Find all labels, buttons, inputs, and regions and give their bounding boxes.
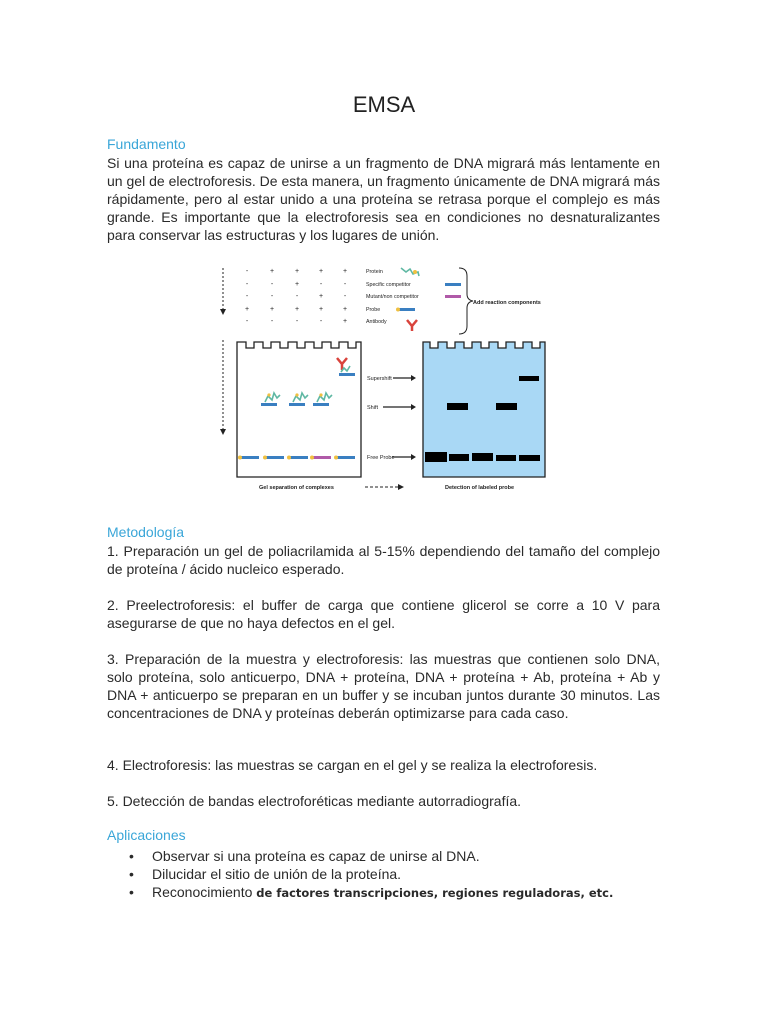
grid-symbol: - — [245, 293, 249, 300]
grid-symbol: + — [269, 268, 275, 275]
arrow-shift — [411, 404, 416, 410]
grid-symbol: + — [318, 306, 324, 313]
probe-label-dot — [238, 456, 242, 460]
step-5: 5. Detección de bandas electroforéticas mediante autorradiografía. — [107, 793, 522, 809]
grid-symbol: + — [318, 268, 324, 275]
free-probe — [290, 456, 308, 459]
band-free-3 — [472, 453, 493, 461]
arrow-supershift — [411, 375, 416, 381]
band-free-5 — [519, 455, 540, 461]
grid-symbol: + — [318, 293, 324, 300]
caption-arrow — [398, 484, 404, 490]
grid-symbol: - — [343, 293, 347, 300]
bullet-icon: • — [129, 866, 134, 882]
grid-symbol: - — [245, 318, 249, 325]
list-item-text: Reconocimiento — [152, 884, 257, 900]
probe-label-dot — [310, 456, 314, 460]
step-1: 1. Preparación un gel de poliacrilamida al 5-15% dependiendo del tamaño del complejo de proteína / ácido nucleico esperado. — [107, 543, 660, 577]
band-supershift — [519, 376, 539, 381]
grid-symbol: - — [295, 318, 299, 325]
heading-fundamento: Fundamento — [107, 136, 186, 152]
grid-symbol: - — [319, 318, 323, 325]
grid-symbol: + — [294, 306, 300, 313]
bullet-icon: • — [129, 884, 134, 900]
band-shift-2 — [496, 403, 517, 410]
brace — [459, 268, 473, 334]
grid-symbol: - — [270, 293, 274, 300]
paragraph-fundamento: Si una proteína es capaz de unirse a un fragmento de DNA migrará más lentamente en un gel de electroforesis. De esta manera, un fragmento únicamente de DNA migrará más rápidamente, pero al estar unido a una proteína se retrasa porque el complejo es más grande. Es importante que la electroforesis sea en condiciones no desnaturalizantes para conservar las estructuras y los lugares de unión. — [107, 155, 660, 243]
probe-label-dot — [334, 456, 338, 460]
component-labels — [366, 269, 419, 325]
probe-icon — [396, 308, 415, 312]
arrowhead-left — [220, 429, 226, 435]
grid-symbol: + — [342, 268, 348, 275]
probe-label-dot — [263, 456, 267, 460]
component-label: Mutant/non competitor — [366, 294, 419, 300]
grid-symbol: + — [342, 318, 348, 325]
protein-icon — [401, 268, 419, 276]
list-item — [107, 865, 667, 883]
step-3: 3. Preparación de la muestra y electroforesis: las muestras que contienen solo DNA, solo proteína, solo anticuerpo, DNA + proteína, DNA + proteína + Ab, proteína + Ab y DNA + anticuerpo se preparan en un buffer y se incuban juntos durante 30 minutos. Las concentraciones de DNA y proteínas deberán optimizarse para cada caso. — [107, 651, 660, 721]
grid-symbol: - — [343, 281, 347, 288]
heading-aplicaciones: Aplicaciones — [107, 827, 186, 843]
grid-symbol: + — [244, 306, 250, 313]
label-shift: Shift — [367, 405, 379, 411]
component-label: Specific competitor — [366, 282, 411, 288]
grid-symbol: + — [294, 281, 300, 288]
grid-symbol: + — [342, 306, 348, 313]
grid-symbol: - — [245, 281, 249, 288]
symbols-grid — [245, 268, 347, 325]
band-free-4 — [496, 455, 516, 461]
arrowhead-top — [220, 309, 226, 315]
arrow-free-probe — [411, 454, 416, 460]
grid-symbol: - — [295, 293, 299, 300]
grid-symbol: - — [245, 268, 249, 275]
band-free-1 — [425, 452, 447, 462]
step-4: 4. Electroforesis: las muestras se cargan en el gel y se realiza la electroforesis. — [107, 757, 598, 773]
grid-symbol: - — [319, 281, 323, 288]
component-label: Antibody — [366, 319, 387, 325]
list-item — [107, 883, 667, 902]
step-2: 2. Preelectroforesis: el buffer de carga que contiene glicerol se corre a 10 V para asegurarse de que no haya defectos en el gel. — [107, 597, 660, 631]
probe-label-dot — [287, 456, 291, 460]
applications-list — [107, 847, 667, 902]
component-label: Protein — [366, 269, 383, 275]
label-free-probe: Free Probe — [367, 455, 395, 461]
mutant-icon — [445, 295, 461, 298]
list-item-text: Dilucidar el sitio de unión de la proteína. — [152, 866, 402, 882]
list-item-bold-text: de factores transcripciones, regiones reguladoras, etc. — [256, 886, 614, 900]
band-shift-1 — [447, 403, 468, 410]
bullet-icon: • — [129, 848, 134, 864]
list-item — [107, 847, 667, 865]
heading-metodologia: Metodología — [107, 524, 185, 540]
free-probe — [241, 456, 259, 459]
emsa-diagram — [215, 262, 560, 494]
free-probe — [266, 456, 284, 459]
label-supershift: Supershift — [367, 376, 392, 382]
antibody-icon — [407, 320, 417, 331]
grid-symbol: - — [270, 318, 274, 325]
competitor-icon — [445, 283, 461, 286]
free-probe — [337, 456, 355, 459]
list-item-text: Observar si una proteína es capaz de unirse al DNA. — [152, 848, 480, 864]
caption-right: Detection of labeled probe — [445, 485, 515, 491]
caption-left: Gel separation of complexes — [259, 485, 334, 491]
grid-symbol: - — [270, 281, 274, 288]
free-probes — [238, 456, 355, 460]
grid-symbol: + — [269, 306, 275, 313]
band-free-2 — [449, 454, 469, 461]
free-probe — [313, 456, 331, 459]
page-title: EMSA — [352, 92, 416, 117]
component-label: Probe — [366, 307, 381, 313]
add-components-label: Add reaction components — [473, 300, 541, 306]
grid-symbol: + — [294, 268, 300, 275]
